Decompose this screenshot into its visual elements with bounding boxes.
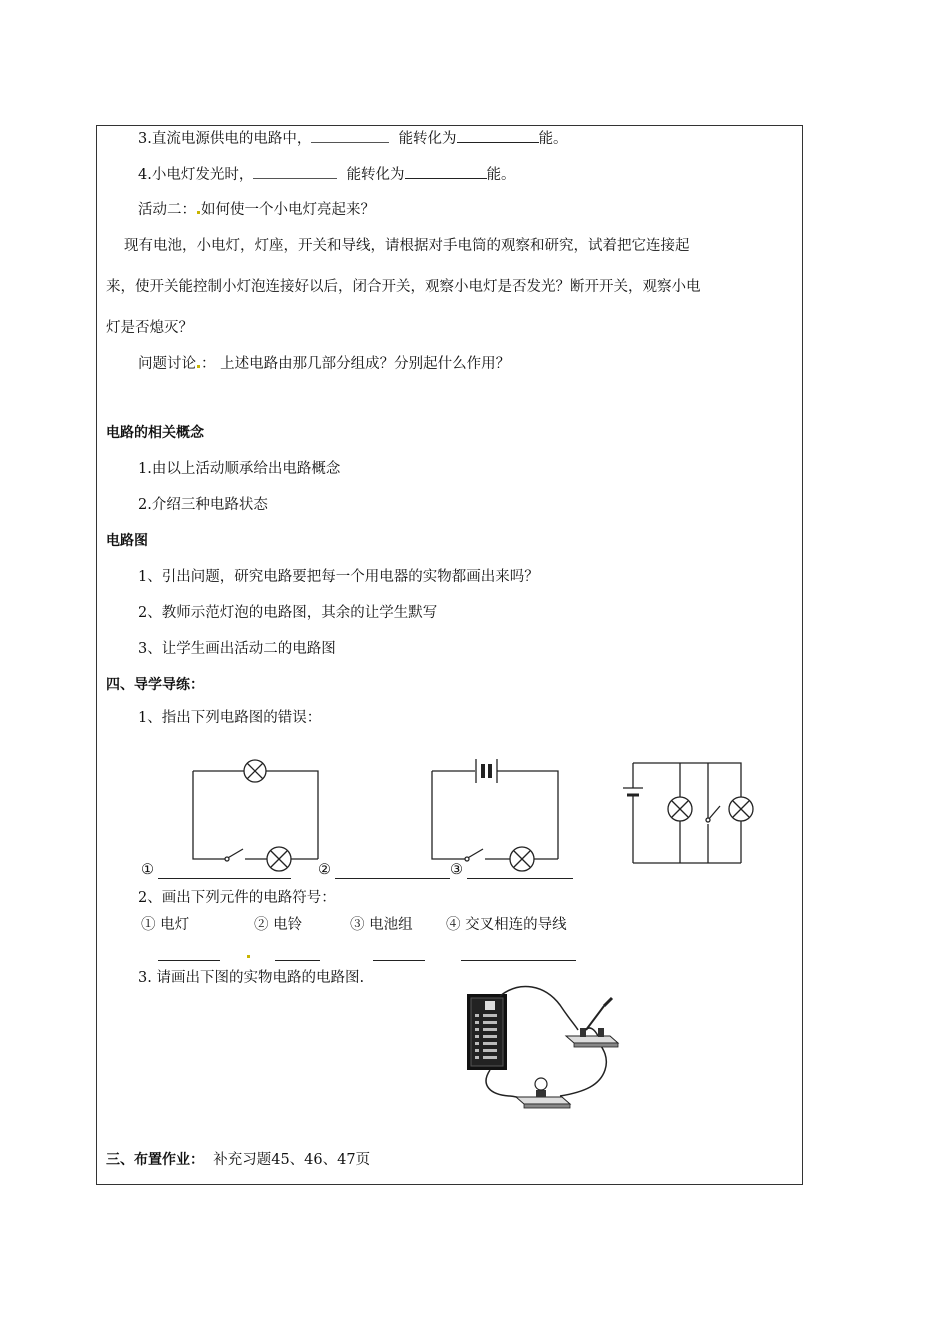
q4-prefix: 4.小电灯发光时， xyxy=(138,167,254,183)
symbol-item-wires: ④ 交叉相连的导线 xyxy=(446,917,567,933)
practice-question-2: 2、画出下列元件的电路符号： xyxy=(138,890,336,906)
concept-item-1: 1.由以上活动顺承给出电路概念 xyxy=(138,461,341,477)
discussion-text: ： 上述电路由那几部分组成？分别起什么作用？ xyxy=(201,356,511,372)
diagram-item-3: 3、让学生画出活动二的电路图 xyxy=(138,641,336,657)
section-heading-practice: 四、导学导练： xyxy=(106,677,204,693)
paragraph-line-1: 现有电池，小电灯，灯座，开关和导线，请根据对手电筒的观察和研究，试着把它连接起 xyxy=(124,238,690,254)
q3-end: 能。 xyxy=(538,131,568,147)
homework-heading: 三、布置作业： xyxy=(106,1152,204,1168)
symbol-item-lamp: ① 电灯 xyxy=(141,917,190,933)
symbol-item-bell: ② 电铃 xyxy=(254,917,303,933)
paragraph-line-3: 灯是否熄灭？ xyxy=(106,320,193,336)
diagram-item-1: 1、引出问题，研究电路要把每一个用电器的实物都画出来吗？ xyxy=(138,569,539,585)
practice-question-3: 3. 请画出下图的实物电路的电路图. xyxy=(138,970,365,986)
section-heading-diagram: 电路图 xyxy=(106,533,148,549)
circuit-label-1: ① xyxy=(141,862,154,878)
practice-question-1: 1、指出下列电路图的错误： xyxy=(138,710,322,726)
q3-prefix: 3.直流电源供电的电路中， xyxy=(138,131,312,147)
circuit-label-3: ③ xyxy=(450,862,463,878)
activity-2-text: 如何使一个小电灯亮起来？ xyxy=(201,202,375,218)
section-heading-concepts: 电路的相关概念 xyxy=(106,425,204,441)
q4-end: 能。 xyxy=(486,167,516,183)
discussion-label: 问题讨论 xyxy=(138,356,196,372)
activity-2-label: 活动二： xyxy=(138,202,196,218)
homework-line xyxy=(106,1150,370,1170)
q3-middle: 能转化为 xyxy=(398,131,457,147)
q4-middle: 能转化为 xyxy=(346,167,405,183)
circuit-label-2: ② xyxy=(318,862,331,878)
symbol-item-battery: ③ 电池组 xyxy=(350,917,413,933)
concept-item-2: 2.介绍三种电路状态 xyxy=(138,497,268,513)
paragraph-line-2: 来，使开关能控制小灯泡连接好以后，闭合开关，观察小电灯是否发光？断开开关，观察小电 xyxy=(106,279,701,295)
diagram-item-2: 2、教师示范灯泡的电路图，其余的让学生默写 xyxy=(138,605,438,621)
homework-text: 补充习题45、46、47页 xyxy=(213,1152,371,1168)
